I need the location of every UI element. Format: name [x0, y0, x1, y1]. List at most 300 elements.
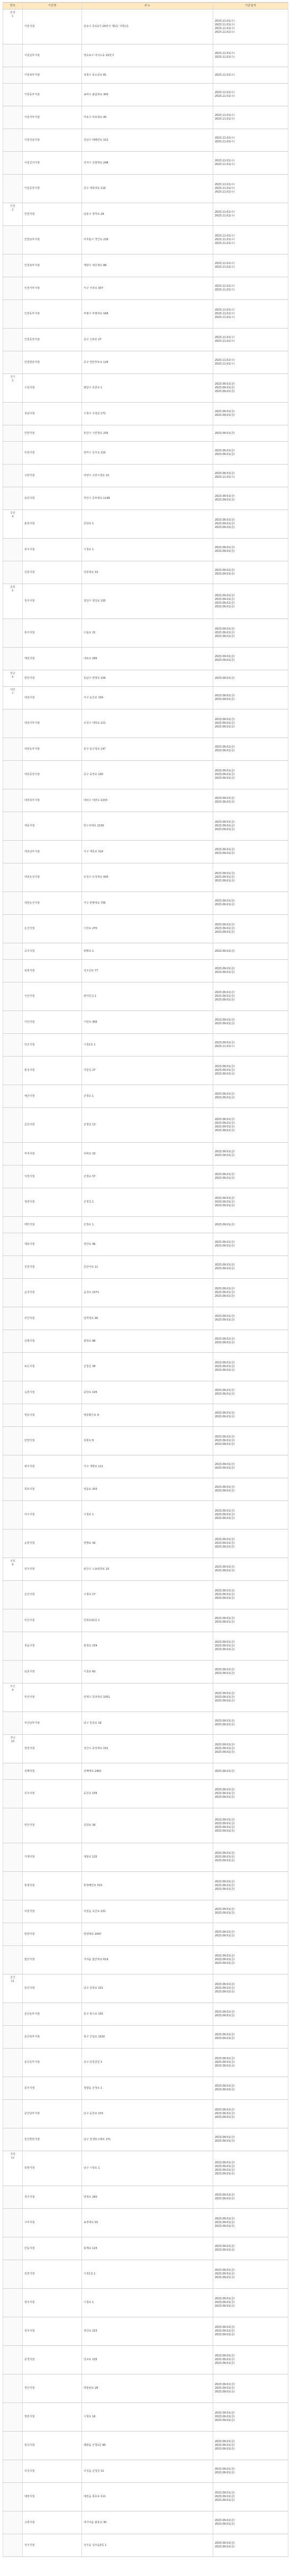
- date-entry: 2023.09.01(금): [215, 821, 235, 824]
- cell-address: 시민로 270: [82, 915, 213, 943]
- date-entry: 2023.09.01(금): [215, 1463, 235, 1466]
- cell-region-no: [3, 1780, 23, 1808]
- cell-region-no: [3, 403, 23, 425]
- date-entry: 2023.09.01(금): [215, 627, 235, 631]
- cell-dates: [213, 2151, 288, 2186]
- cell-institution: 진주지점: [23, 1780, 82, 1808]
- cell-institution: 인천항만지점: [23, 351, 82, 374]
- cell-institution: 울산지점: [23, 1974, 82, 2002]
- cell-dates: [213, 226, 288, 254]
- date-entry: 2023.09.01(금): [215, 635, 235, 638]
- date-entry: 2023.09.01(금): [215, 1287, 235, 1290]
- table-row: [3, 67, 288, 84]
- date-entry: 2023.09.01(금): [215, 2358, 235, 2361]
- table-row: [3, 1279, 288, 1307]
- table-row: [3, 254, 288, 277]
- date-entry: 2023.09.01(금): [215, 1267, 235, 1270]
- date-entry: 2023.09.01(금): [215, 550, 235, 553]
- date-entry: 2023.09.01(금): [215, 655, 235, 658]
- date-entry: 2023.09.01(금): [215, 1668, 235, 1671]
- cell-address: 내토로 295: [82, 648, 213, 670]
- cell-dates: [213, 1900, 288, 1923]
- cell-dates: [213, 2128, 288, 2151]
- date-entry: 2023.09.01(금): [215, 1072, 235, 1076]
- date-entry: 2023.09.01(금): [215, 1173, 235, 1176]
- cell-region-no: 경기 3: [3, 374, 23, 402]
- table-row: [3, 687, 288, 709]
- table-row: [3, 2432, 288, 2460]
- cell-dates: [213, 254, 288, 277]
- date-entry: 2023.11.01(수): [215, 73, 235, 77]
- cell-address: 미추홀구 경인로 229: [82, 226, 213, 254]
- date-entry: 2023.09.01(금): [215, 777, 235, 780]
- cell-dates: [213, 1763, 288, 1779]
- table-row: [3, 812, 288, 841]
- date-entry: 2023.09.01(금): [215, 1150, 235, 1153]
- cell-institution: 음성지점: [23, 1279, 82, 1307]
- cell-region-no: [3, 2403, 23, 2431]
- table-row: [3, 374, 288, 403]
- cell-institution: 영동지점: [23, 1404, 82, 1426]
- table-row: [3, 425, 288, 442]
- cell-region-no: [3, 648, 23, 670]
- date-entry: 2023.11.01(수): [215, 285, 235, 288]
- cell-dates: [213, 1256, 288, 1278]
- date-entry: 2023.09.01(금): [215, 1125, 235, 1128]
- table-row: [3, 300, 288, 329]
- cell-region-no: [3, 1034, 23, 1056]
- date-entry: 2023.09.01(금): [215, 1958, 235, 1961]
- cell-address: 인북로32길 1: [82, 1609, 213, 1632]
- cell-dates: [213, 300, 288, 328]
- cell-address: 시청로 1: [82, 2289, 213, 2317]
- date-entry: 2023.11.01(수): [215, 91, 235, 94]
- date-entry: 2023.09.01(금): [215, 828, 235, 831]
- cell-dates: [213, 2317, 288, 2345]
- cell-region-no: [3, 1085, 23, 1107]
- cell-institution: 세종지점: [23, 812, 82, 840]
- date-entry: 2023.09.01(금): [215, 2249, 235, 2252]
- date-entry: 2023.09.01(금): [215, 1934, 235, 1937]
- cell-address: 부평구 부평대로 168: [82, 300, 213, 328]
- table-row: [3, 2511, 288, 2534]
- cell-institution: 서산지점: [23, 982, 82, 1011]
- cell-dates: [213, 1501, 288, 1529]
- cell-region-no: [3, 1923, 23, 1945]
- cell-institution: 거제지점: [23, 1843, 82, 1871]
- date-entry: 2023.09.01(금): [215, 1908, 235, 1911]
- date-entry: 2023.09.01(금): [215, 1542, 235, 1545]
- cell-dates: [213, 1307, 288, 1330]
- cell-region-no: [3, 789, 23, 812]
- cell-institution: 춘천지점: [23, 510, 82, 538]
- cell-institution: 여수지점: [23, 1501, 82, 1529]
- cell-region-no: [3, 2237, 23, 2260]
- date-entry: 2023.09.01(금): [215, 2164, 235, 2168]
- cell-region-no: [3, 1900, 23, 1923]
- cell-institution: 예산지점: [23, 1085, 82, 1107]
- date-entry: 2023.09.01(금): [215, 879, 235, 882]
- table-row: [3, 1085, 288, 1108]
- date-entry: 2023.09.01(금): [215, 1412, 235, 1415]
- cell-dates: [213, 2511, 288, 2534]
- cell-institution: 울주지점: [23, 2077, 82, 2099]
- cell-address: 완산구 노송광장로 10: [82, 1558, 213, 1580]
- date-entry: 2023.09.01(금): [215, 2108, 235, 2111]
- date-entry: 2023.11.01(수): [215, 163, 235, 166]
- date-entry: 2023.09.01(금): [215, 410, 235, 413]
- cell-dates: [213, 539, 288, 561]
- cell-institution: 서울서부지점: [23, 106, 82, 129]
- date-entry: 2023.09.01(금): [215, 1415, 235, 1418]
- cell-institution: 성주지점: [23, 2534, 82, 2556]
- date-entry: 2023.09.01(금): [215, 1467, 235, 1470]
- table-row: [3, 1256, 288, 1279]
- cell-institution: 서천지점: [23, 1166, 82, 1188]
- cell-region-no: [3, 943, 23, 959]
- date-entry: 2023.11.01(수): [215, 190, 235, 194]
- date-entry: 2023.09.01(금): [215, 1154, 235, 1157]
- cell-dates: [213, 1872, 288, 1900]
- cell-address: 퇴계로 115: [82, 2237, 213, 2260]
- cell-dates: [213, 1478, 288, 1500]
- cell-institution: 서울동부지점: [23, 84, 82, 106]
- cell-region-no: [3, 1632, 23, 1660]
- cell-region-no: [3, 1011, 23, 1033]
- cell-region-no: [3, 1712, 23, 1734]
- cell-address: 남동구 정각로 29: [82, 203, 213, 225]
- date-entry: 2023.11.01(수): [215, 211, 235, 214]
- cell-address: 대가야읍 왕릉로 30: [82, 2511, 213, 2534]
- table-row: [3, 1166, 288, 1188]
- date-entry: 2023.11.01(수): [215, 359, 235, 362]
- date-entry: 2023.09.01(금): [215, 2329, 235, 2333]
- cell-dates: [213, 1011, 288, 1033]
- date-entry: 2023.09.01(금): [215, 745, 235, 749]
- cell-institution: 부산지점: [23, 1683, 82, 1712]
- date-entry: 2023.09.01(금): [215, 1241, 235, 1244]
- cell-dates: [213, 1108, 288, 1142]
- cell-address: 박물관로 28: [82, 2374, 213, 2402]
- date-entry: 2023.09.01(금): [215, 2033, 235, 2036]
- date-entry: 2023.11.01(수): [215, 308, 235, 312]
- cell-region-no: [3, 539, 23, 561]
- cell-institution: 칠곡지점: [23, 2432, 82, 2460]
- cell-address: 군청길 13: [82, 1108, 213, 1142]
- cell-address: 사비로 33: [82, 1143, 213, 1165]
- table-row: [3, 1843, 288, 1872]
- cell-dates: [213, 2026, 288, 2048]
- cell-institution: 보은지점: [23, 1353, 82, 1381]
- cell-dates: [213, 841, 288, 863]
- cell-region-no: [3, 1279, 23, 1307]
- cell-region-no: [3, 2077, 23, 2099]
- date-entry: 2023.09.01(금): [215, 2491, 235, 2495]
- cell-dates: [213, 2460, 288, 2482]
- cell-dates: [213, 403, 288, 425]
- cell-address: 동구 봉수로 155: [82, 2003, 213, 2025]
- date-entry: 2023.09.01(금): [215, 971, 235, 974]
- cell-region-no: [3, 738, 23, 760]
- table-row: [3, 1427, 288, 1455]
- cell-address: 삼봉로 6: [82, 1427, 213, 1455]
- cell-institution: 당진지점: [23, 1034, 82, 1056]
- table-row: [3, 584, 288, 619]
- cell-institution: 남원지점: [23, 1661, 82, 1683]
- date-entry: 2023.09.01(금): [215, 2415, 235, 2418]
- cell-region-no: [3, 2049, 23, 2077]
- date-entry: 2023.09.01(금): [215, 1204, 235, 1207]
- date-entry: 2023.09.01(금): [215, 1065, 235, 1068]
- table-row: [3, 789, 288, 812]
- data-table: [3, 2, 288, 2557]
- cell-dates: [213, 2100, 288, 2128]
- cell-address: 영동황간로 9: [82, 1404, 213, 1426]
- cell-dates: [213, 152, 288, 174]
- date-entry: 2023.11.01(수): [215, 336, 235, 339]
- cell-region-no: [3, 1057, 23, 1085]
- date-entry: 2023.09.01(금): [215, 991, 235, 994]
- cell-region-no: [3, 1872, 23, 1900]
- cell-institution: 진천지점: [23, 1256, 82, 1278]
- cell-address: 송정대로 55: [82, 2209, 213, 2237]
- cell-institution: 고령지점: [23, 2511, 82, 2534]
- cell-region-no: [3, 2432, 23, 2460]
- cell-region-no: [3, 2209, 23, 2237]
- date-entry: 2023.09.01(금): [215, 659, 235, 662]
- cell-region-no: 경북 12: [3, 2151, 23, 2186]
- cell-institution: 대전서부지점: [23, 709, 82, 738]
- cell-institution: 안동지점: [23, 2237, 82, 2260]
- cell-dates: [213, 1188, 288, 1216]
- date-entry: 2023.09.01(금): [215, 495, 235, 498]
- cell-dates: [213, 960, 288, 982]
- cell-dates: [213, 1455, 288, 1478]
- table-row: [3, 1188, 288, 1217]
- cell-dates: [213, 561, 288, 584]
- cell-dates: [213, 738, 288, 760]
- table-row: [3, 1307, 288, 1330]
- cell-address: 군청로 1: [82, 1085, 213, 1107]
- cell-institution: 문경지점: [23, 2346, 82, 2374]
- date-entry: 2023.09.01(금): [215, 1318, 235, 1322]
- date-entry: 2023.11.01(수): [215, 114, 235, 117]
- cell-region-no: [3, 351, 23, 374]
- date-entry: 2023.09.01(금): [215, 518, 235, 522]
- date-entry: 2023.09.01(금): [215, 414, 235, 417]
- cell-institution: 대전중앙지점: [23, 761, 82, 789]
- table-row: [3, 2374, 288, 2403]
- cell-institution: 서울강서지점: [23, 152, 82, 174]
- date-entry: 2023.09.01(금): [215, 949, 235, 953]
- date-entry: 2023.09.01(금): [215, 1200, 235, 1204]
- cell-region-no: 본점 1: [3, 10, 23, 44]
- cell-institution: 천안지점: [23, 670, 82, 686]
- cell-institution: 인천중앙지점: [23, 329, 82, 351]
- table-row: [3, 44, 288, 67]
- cell-address: 성북구 동소문로 81: [82, 67, 213, 83]
- date-entry: 2023.09.01(금): [215, 1954, 235, 1958]
- table-row: [3, 277, 288, 300]
- cell-address: 강릉대로 33: [82, 561, 213, 584]
- date-entry: 2023.09.01(금): [215, 1041, 235, 1044]
- date-entry: 2023.11.01(수): [215, 19, 235, 23]
- table-row: [3, 1501, 288, 1530]
- table-row: [3, 1872, 288, 1900]
- date-entry: 2023.09.01(금): [215, 453, 235, 456]
- cell-address: 중구 세종대로 110: [82, 175, 213, 203]
- cell-address: 가야읍 함안대로 619: [82, 1946, 213, 1974]
- date-entry: 2023.09.01(금): [215, 449, 235, 452]
- cell-region-no: [3, 2460, 23, 2482]
- date-entry: 2023.09.01(금): [215, 383, 235, 386]
- cell-region-no: [3, 1108, 23, 1142]
- date-entry: 2023.11.01(수): [215, 340, 235, 343]
- cell-region-no: [3, 106, 23, 129]
- cell-region-no: 부산 9: [3, 1683, 23, 1712]
- table-row: [3, 2317, 288, 2346]
- cell-region-no: [3, 2100, 23, 2128]
- cell-institution: 고양지점: [23, 465, 82, 487]
- date-entry: 2023.09.01(금): [215, 2383, 235, 2386]
- date-entry: 2023.09.01(금): [215, 848, 235, 851]
- cell-address: 으뜸로 21: [82, 619, 213, 647]
- cell-dates: [213, 943, 288, 959]
- date-entry: 2023.11.01(수): [215, 316, 235, 319]
- date-entry: 2023.09.01(금): [215, 1888, 235, 1891]
- date-entry: 2023.09.01(금): [215, 1788, 235, 1791]
- cell-institution: 부천지점: [23, 442, 82, 464]
- table-row: [3, 1712, 288, 1735]
- cell-dates: [213, 374, 288, 402]
- date-entry: 2023.09.01(금): [215, 1128, 235, 1132]
- cell-address: 시청로 1: [82, 1501, 213, 1529]
- date-entry: 2023.11.01(수): [215, 1045, 235, 1048]
- date-entry: 2023.09.01(금): [215, 1361, 235, 1364]
- cell-address: 시민로 456: [82, 1011, 213, 1033]
- table-row: [3, 403, 288, 425]
- cell-address: 밀양대로 2047: [82, 1923, 213, 1945]
- table-row: [3, 1632, 288, 1661]
- cell-address: 팔달구 효원로 1: [82, 374, 213, 402]
- cell-institution: 전주지점: [23, 1558, 82, 1580]
- cell-address: 영등포구 여의도동 15번지: [82, 44, 213, 67]
- date-entry: 2023.09.01(금): [215, 1822, 235, 1825]
- date-entry: 2023.09.01(금): [215, 1617, 235, 1620]
- cell-region-no: [3, 2346, 23, 2374]
- header-no: 번호: [3, 3, 23, 9]
- table-row: [3, 943, 288, 960]
- cell-address: 성주산로 77: [82, 960, 213, 982]
- cell-region-no: [3, 1143, 23, 1165]
- table-row: [3, 1381, 288, 1404]
- cell-institution: 울산항만지점: [23, 2128, 82, 2151]
- table-row: [3, 152, 288, 175]
- cell-address: 군청로 57: [82, 1166, 213, 1188]
- cell-dates: [213, 1974, 288, 2002]
- cell-dates: [213, 1632, 288, 1660]
- cell-dates: [213, 1558, 288, 1580]
- cell-dates: [213, 1233, 288, 1255]
- cell-dates: [213, 1735, 288, 1763]
- date-entry: 2023.09.01(금): [215, 931, 235, 934]
- cell-address: 양을로 203: [82, 1478, 213, 1500]
- cell-institution: 대전유성지점: [23, 863, 82, 891]
- cell-institution: 함안지점: [23, 1946, 82, 1974]
- table-row: [3, 2403, 288, 2432]
- cell-address: 아문길 27: [82, 1057, 213, 1085]
- table-row: [3, 2049, 288, 2077]
- cell-institution: 사천지점: [23, 1900, 82, 1923]
- date-entry: 2023.09.01(금): [215, 1365, 235, 1368]
- table-row: [3, 1974, 288, 2003]
- date-entry: 2023.09.01(금): [215, 749, 235, 752]
- table-row: [3, 510, 288, 539]
- cell-address: 남구 못골로 19: [82, 1712, 213, 1734]
- cell-institution: 괴산지점: [23, 1307, 82, 1330]
- cell-region-no: [3, 812, 23, 840]
- cell-address: 종로구 종로1가 24번지 제1동 지하1층: [82, 10, 213, 44]
- cell-dates: [213, 1843, 288, 1871]
- date-entry: 2023.09.01(금): [215, 2197, 235, 2200]
- cell-region-no: [3, 2483, 23, 2511]
- cell-dates: [213, 351, 288, 374]
- cell-address: 광장로 88: [82, 1330, 213, 1352]
- cell-address: 김해대로 2401: [82, 1763, 213, 1779]
- cell-institution: 김천지점: [23, 2260, 82, 2288]
- cell-institution: 상주지점: [23, 2317, 82, 2345]
- cell-dates: [213, 2260, 288, 2288]
- cell-dates: [213, 584, 288, 618]
- date-entry: 2023.11.01(수): [215, 262, 235, 265]
- cell-institution: 인천지점: [23, 203, 82, 225]
- date-entry: 2023.09.01(금): [215, 1545, 235, 1549]
- table-row: [3, 761, 288, 789]
- table-row: [3, 442, 288, 465]
- cell-dates: [213, 67, 288, 83]
- date-entry: 2023.09.01(금): [215, 1517, 235, 1520]
- cell-region-no: 강원 4: [3, 510, 23, 538]
- date-entry: 2023.09.01(금): [215, 1369, 235, 1372]
- table-row: [3, 465, 288, 487]
- date-entry: 2023.09.01(금): [215, 1263, 235, 1267]
- cell-address: 동안구 시민대로 235: [82, 425, 213, 441]
- date-entry: 2023.09.01(금): [215, 2245, 235, 2248]
- table-row: [3, 1808, 288, 1843]
- cell-institution: 광주지점: [23, 1455, 82, 1478]
- date-entry: 2023.09.01(금): [215, 472, 235, 475]
- table-row: [3, 2077, 288, 2100]
- date-entry: 2023.09.01(금): [215, 2061, 235, 2064]
- date-entry: 2023.09.01(금): [215, 1439, 235, 1442]
- cell-region-no: [3, 841, 23, 863]
- cell-institution: 울산남부지점: [23, 2100, 82, 2128]
- cell-institution: 부산남부지점: [23, 1712, 82, 1734]
- cell-institution: 인천동부지점: [23, 300, 82, 328]
- cell-institution: 울산중부지점: [23, 2049, 82, 2077]
- table-row: [3, 2209, 288, 2237]
- cell-dates: [213, 687, 288, 709]
- cell-dates: [213, 2209, 288, 2237]
- date-entry: 2023.09.01(금): [215, 2447, 235, 2451]
- cell-address: 처인구 중부대로 1199: [82, 487, 213, 509]
- date-entry: 2023.09.01(금): [215, 1747, 235, 1750]
- header-address: 주소: [82, 3, 213, 9]
- date-entry: 2023.09.01(금): [215, 2221, 235, 2224]
- table-row: [3, 226, 288, 254]
- date-entry: 2023.09.01(금): [215, 1341, 235, 1344]
- date-entry: 2023.09.01(금): [215, 2545, 235, 2548]
